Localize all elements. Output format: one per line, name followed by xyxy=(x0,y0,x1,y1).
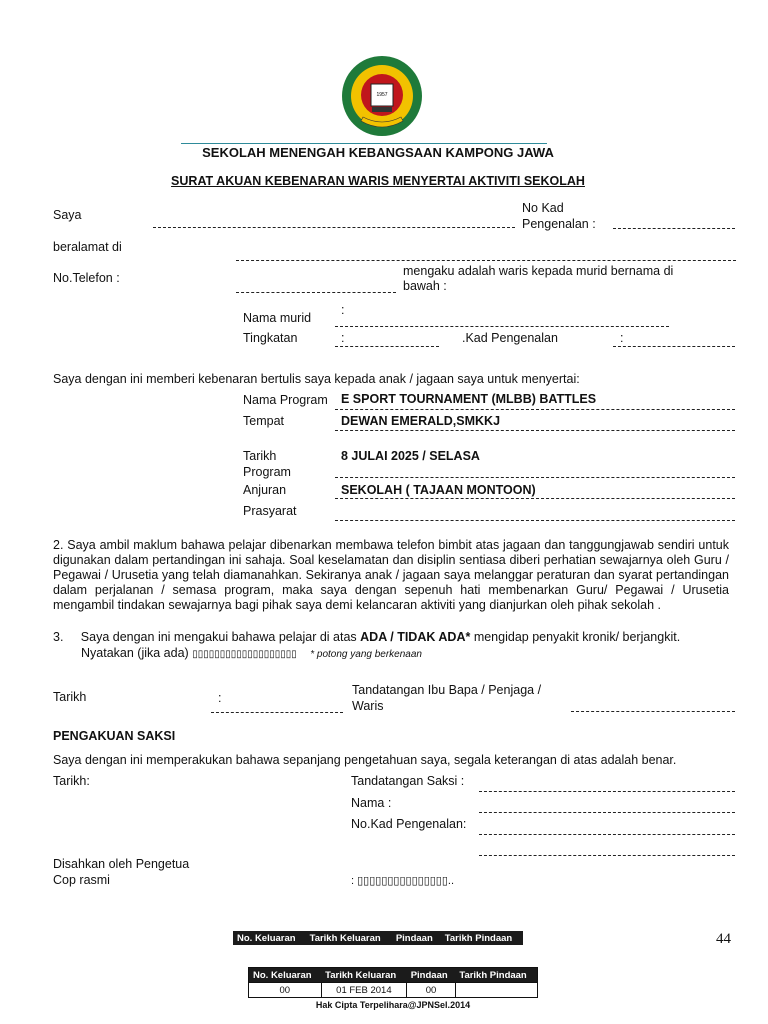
field-nama-murid[interactable] xyxy=(335,326,669,327)
label-nyatakan: Nyatakan (jika ada) xyxy=(81,646,189,660)
field-nama-saksi[interactable] xyxy=(479,812,735,813)
page-number: 44 xyxy=(716,931,731,947)
label-no-kad xyxy=(522,200,596,232)
footer-header-no-keluaran: No. Keluaran xyxy=(233,931,306,945)
doc-table-header-tarikh-keluaran: Tarikh Keluaran xyxy=(321,968,407,983)
value-tarikh-program: 8 JULAI 2025 / SELASA xyxy=(341,449,480,463)
clause-3-pre: 3. Saya dengan ini mengakui bahawa pelajar di atas xyxy=(53,630,361,644)
label-tarikh-program-1: Tarikh xyxy=(243,449,277,463)
clause-3 xyxy=(53,630,680,644)
field-no-kad-waris[interactable] xyxy=(613,228,735,229)
footer-header-pindaan: Pindaan xyxy=(392,931,441,945)
field-nyatakan[interactable]: ▯▯▯▯▯▯▯▯▯▯▯▯▯▯▯▯▯▯▯ xyxy=(192,649,297,660)
clause-3-nyatakan xyxy=(81,646,422,660)
form-title: SURAT AKUAN KEBENARAN WARIS MENYERTAI AKTIVITI SEKOLAH xyxy=(171,174,585,188)
doc-control-table xyxy=(248,967,538,998)
label-beralamat: beralamat di xyxy=(53,240,122,254)
label-colon-kad: : xyxy=(620,331,624,345)
label-no-kad-saksi: No.Kad Pengenalan: xyxy=(351,817,467,831)
label-tarikh-waris: Tarikh xyxy=(53,690,87,704)
label-mengaku-1: mengaku adalah waris kepada murid bernama di xyxy=(403,264,674,278)
footer-header-tarikh-pindaan: Tarikh Pindaan xyxy=(441,931,523,945)
label-tarikh-program-2: Program xyxy=(243,465,291,479)
clause-3-post: mengidap penyakit kronik/ berjangkit. xyxy=(470,630,681,644)
field-telefon[interactable] xyxy=(236,292,396,293)
label-cop-rasmi: Cop rasmi xyxy=(53,873,110,887)
label-tarikh-saksi: Tarikh: xyxy=(53,774,90,788)
field-anjuran[interactable] xyxy=(335,498,735,499)
svg-text:1957: 1957 xyxy=(376,92,388,98)
doc-table-value-tarikh-pindaan xyxy=(455,983,537,998)
label-tandatangan-saksi: Tandatangan Saksi : xyxy=(351,774,465,788)
label-prasyarat: Prasyarat xyxy=(243,504,297,518)
label-no-kad-1: No Kad xyxy=(522,201,564,215)
field-kad-murid[interactable] xyxy=(613,346,735,347)
clause-3-ada: ADA / TIDAK ADA* xyxy=(360,630,471,644)
field-tarikh-waris[interactable] xyxy=(211,712,343,713)
header-rule xyxy=(181,143,547,144)
clause-2: 2. Saya ambil maklum bahawa pelajar dibenarkan membawa telefon bimbit atas jagaan dan tanggungjawab sendiri untuk digunakan dalam pertandingan ini sahaja. Soal keselamatan dan disiplin sentiasa diberi perhatian sewajarnya oleh Guru / Pegawai / Urusetia yang telah diamanahkan. Sekiranya anak / jagaan saya melanggar peraturan dan syarat pertandingan dalam perjalanan / semasa program, maka saya dengan sepenuh hati membenarkan Guru/ Pegawai / Urusetia mengambil tindakan sewajarnya bagi pihak saya demi kelancaran aktiviti yang dianjurkan oleh pihak sekolah . xyxy=(53,538,729,612)
school-crest-logo xyxy=(341,55,423,137)
doc-table-header-pindaan: Pindaan xyxy=(407,968,456,983)
label-colon-tingkatan: : xyxy=(341,331,345,345)
label-nama-program: Nama Program xyxy=(243,393,328,407)
doc-control-header-bar xyxy=(233,931,523,945)
label-tingkatan: Tingkatan xyxy=(243,331,298,345)
field-tarikh-program[interactable] xyxy=(335,477,735,478)
saksi-heading: PENGAKUAN SAKSI xyxy=(53,729,176,743)
permission-intro: Saya dengan ini memberi kebenaran bertulis saya kepada anak / jagaan saya untuk menyertai: xyxy=(53,372,580,386)
value-tempat: DEWAN EMERALD,SMKKJ xyxy=(341,414,501,428)
field-alamat[interactable] xyxy=(236,260,736,261)
doc-table-value-pindaan: 00 xyxy=(407,983,456,998)
field-no-kad-saksi[interactable] xyxy=(479,834,735,835)
value-anjuran: SEKOLAH ( TAJAAN MONTOON) xyxy=(341,483,536,497)
label-colon-nama: : xyxy=(341,303,345,317)
label-tandatangan-waris-1: Tandatangan Ibu Bapa / Penjaga / xyxy=(352,683,542,697)
doc-table-value-no-keluaran: 00 xyxy=(249,983,322,998)
label-tarikh-program xyxy=(243,448,291,480)
field-cop-rasmi[interactable]: : ▯▯▯▯▯▯▯▯▯▯▯▯▯▯▯.. xyxy=(351,875,455,887)
label-kad-pengenalan-murid: .Kad Pengenalan xyxy=(462,331,558,345)
label-nama-saksi: Nama : xyxy=(351,796,392,810)
doc-table-header-no-keluaran: No. Keluaran xyxy=(249,968,322,983)
label-tandatangan-waris xyxy=(352,682,541,714)
label-disahkan: Disahkan oleh Pengetua xyxy=(53,857,190,871)
saksi-statement: Saya dengan ini memperakukan bahawa sepanjang pengetahuan saya, segala keterangan di atas adalah benar. xyxy=(53,753,677,767)
label-tempat: Tempat xyxy=(243,414,284,428)
school-name: SEKOLAH MENENGAH KEBANGSAAN KAMPONG JAWA xyxy=(202,145,554,160)
label-nama-murid: Nama murid xyxy=(243,311,312,325)
field-nama-waris[interactable] xyxy=(153,227,515,228)
copyright: Hak Cipta Terpelihara@JPNSel.2014 xyxy=(315,1000,471,1010)
label-tandatangan-waris-2: Waris xyxy=(352,699,384,713)
label-mengaku-2: bawah : xyxy=(403,279,447,293)
doc-table-value-tarikh-keluaran: 01 FEB 2014 xyxy=(321,983,407,998)
note-potong: * potong yang berkenaan xyxy=(310,649,422,660)
label-colon-tarikh-waris: : xyxy=(218,691,222,705)
field-prasyarat[interactable] xyxy=(335,520,735,521)
label-telefon: No.Telefon : xyxy=(53,271,120,285)
field-tandatangan-saksi[interactable] xyxy=(479,791,735,792)
field-tempat[interactable] xyxy=(335,430,735,431)
label-anjuran: Anjuran xyxy=(243,483,287,497)
label-mengaku xyxy=(403,264,673,294)
field-tandatangan-waris[interactable] xyxy=(571,711,735,712)
doc-table-header-tarikh-pindaan: Tarikh Pindaan xyxy=(455,968,537,983)
footer-header-tarikh-keluaran: Tarikh Keluaran xyxy=(306,931,392,945)
field-nama-program[interactable] xyxy=(335,409,735,410)
field-extra-saksi[interactable] xyxy=(479,855,735,856)
label-saya: Saya xyxy=(53,208,82,222)
field-tingkatan[interactable] xyxy=(335,346,439,347)
label-no-kad-2: Pengenalan : xyxy=(522,217,596,231)
value-nama-program: E SPORT TOURNAMENT (MLBB) BATTLES xyxy=(341,392,597,406)
